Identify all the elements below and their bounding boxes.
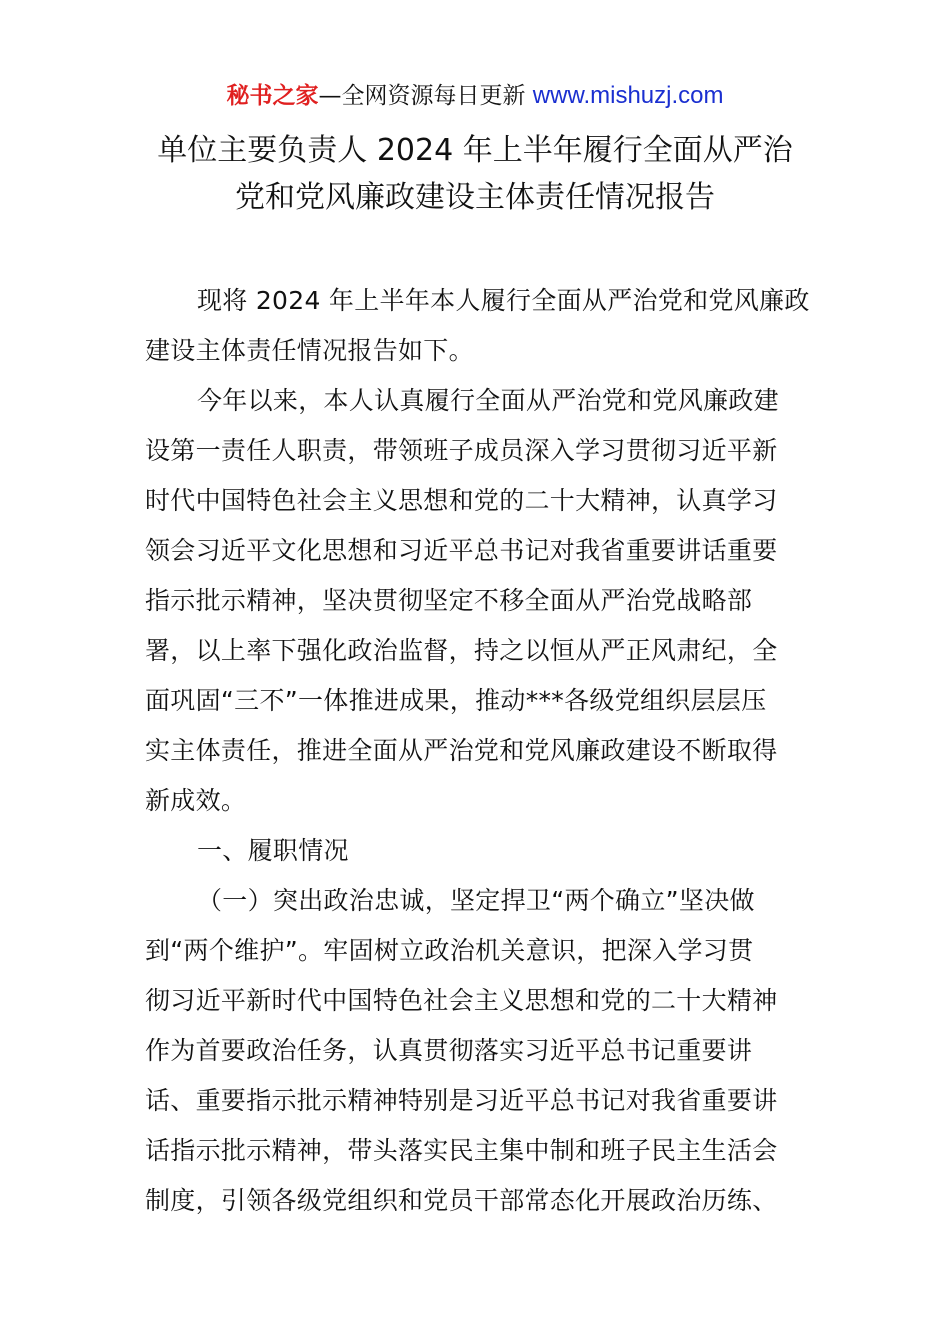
site-header: [0, 80, 950, 112]
title-line-2: 党和党风廉政建设主体责任情况报告: [235, 180, 715, 215]
body-line: 彻习近平新时代中国特色社会主义思想和党的二十大精神: [145, 986, 778, 1015]
body-line: 面巩固“三不”一体推进成果，推动***各级党组织层层压: [145, 686, 767, 715]
body-line: 新成效。: [145, 786, 247, 815]
document-title: [0, 127, 950, 221]
title-line-1: 单位主要负责人 2024 年上半年履行全面从严治: [157, 133, 793, 168]
document-body: [145, 276, 810, 1226]
body-line: 话指示批示精神，带头落实民主集中制和班子民主生活会: [145, 1136, 778, 1165]
body-line: 现将 2024 年上半年本人履行全面从严治党和党风廉政: [197, 286, 810, 315]
body-line: 作为首要政治任务，认真贯彻落实习近平总书记重要讲: [145, 1036, 753, 1065]
body-line: 制度，引领各级党组织和党员干部常态化开展政治历练、: [145, 1186, 778, 1215]
body-line: 到“两个维护”。牢固树立政治机关意识，把深入学习贯: [145, 936, 754, 965]
header-tagline: —全网资源每日更新: [318, 83, 526, 109]
body-line: 指示批示精神，坚决贯彻坚定不移全面从严治党战略部: [145, 586, 753, 615]
body-line: 实主体责任，推进全面从严治党和党风廉政建设不断取得: [145, 736, 778, 765]
section-heading: 一、履职情况: [197, 836, 349, 865]
brand-name: 秘书之家: [226, 83, 319, 109]
body-line: 今年以来，本人认真履行全面从严治党和党风廉政建: [197, 386, 779, 415]
body-line: （一）突出政治忠诚，坚定捍卫“两个确立”坚决做: [197, 886, 755, 915]
body-line: 建设主体责任情况报告如下。: [145, 336, 474, 365]
body-line: 时代中国特色社会主义思想和党的二十大精神，认真学习: [145, 486, 778, 515]
body-line: 设第一责任人职责，带领班子成员深入学习贯彻习近平新: [145, 436, 778, 465]
body-line: 署，以上率下强化政治监督，持之以恒从严正风肃纪，全: [145, 636, 778, 665]
body-line: 领会习近平文化思想和习近平总书记对我省重要讲话重要: [145, 536, 778, 565]
site-link[interactable]: www.mishuzj.com: [532, 82, 724, 109]
body-line: 话、重要指示批示精神特别是习近平总书记对我省重要讲: [145, 1086, 778, 1115]
